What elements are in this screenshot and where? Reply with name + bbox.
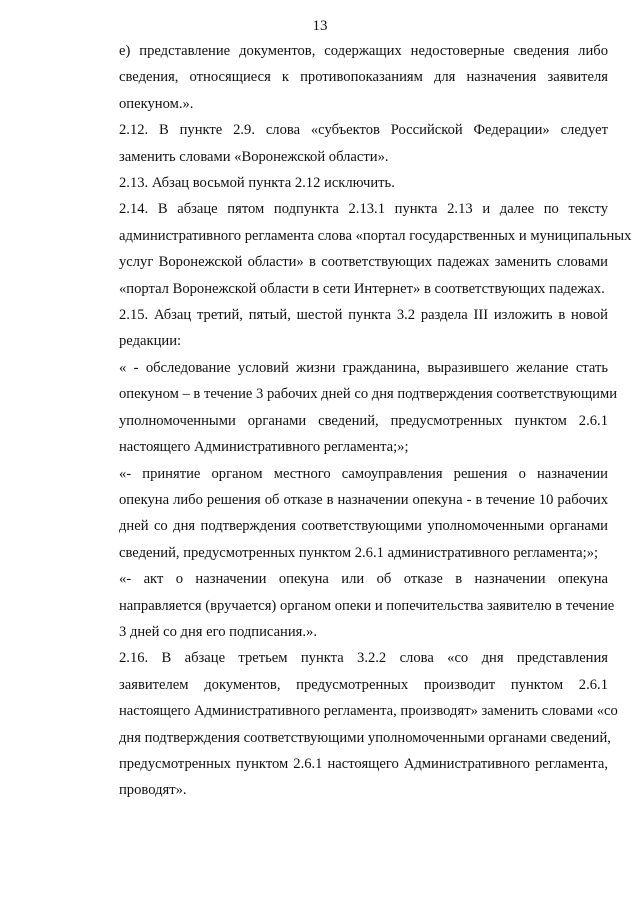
paragraph-2-15 [88,302,608,355]
paragraph-2-13 [88,170,608,196]
text-line: редакции: [119,333,182,350]
text-line: опекуном.». [119,95,194,112]
text-line: 3 дней со дня его подписания.». [119,623,317,640]
text-line: уполномоченными органами сведений, предусмотренных пунктом 2.6.1 [119,412,608,429]
text-line: настоящего Административного регламента;»; [119,439,409,456]
paragraph-item-e [88,38,608,117]
text-line: «- принятие органом местного самоуправления решения о назначении [119,465,608,482]
text-line: административного регламента слова «портал государственных и муниципальных [119,227,632,244]
text-line: услуг Воронежской области» в соответствующих падежах заменить словами [119,254,608,271]
text-line: 2.16. В абзаце третьем пункта 3.2.2 слова «со дня представления [119,650,608,667]
paragraph-2-12 [88,117,608,170]
text-line: е) представление документов, содержащих недостоверные сведения либо [119,43,608,59]
quoted-paragraph-decision [88,461,608,567]
text-line: «портал Воронежской области в сети Интернет» в соответствующих падежах. [119,280,605,297]
quoted-paragraph-inspection [88,355,618,461]
document-body [88,38,632,804]
text-line: предусмотренных пунктом 2.6.1 настоящего Административного регламента, [119,755,608,772]
text-line: 2.12. В пункте 2.9. слова «субъектов Российской Федерации» следует [119,122,608,139]
text-line: «- акт о назначении опекуна или об отказе в назначении опекуна [119,571,608,588]
text-line: опекуна либо решения об отказе в назначении опекуна - в течение 10 рабочих [119,491,608,508]
quoted-paragraph-act [88,566,615,645]
text-line: заявителем документов, предусмотренных производит пунктом 2.6.1 [119,676,608,693]
text-line: дней со дня подтверждения соответствующими уполномоченными органами [119,518,608,535]
text-line: 2.13. Абзац восьмой пункта 2.12 исключить. [119,175,395,192]
text-line: дня подтверждения соответствующими уполномоченными органами сведений, [119,729,611,746]
text-line: заменить словами «Воронежской области». [119,148,389,165]
paragraph-2-16 [88,645,618,803]
page-number: 13 [312,18,328,34]
text-line: сведений, предусмотренных пунктом 2.6.1 административного регламента;»; [119,544,599,561]
text-line: сведения, относящиеся к противопоказаниям для назначения заявителя [119,69,608,86]
text-line: направляется (вручается) органом опеки и попечительства заявителю в течение [119,597,615,614]
text-line: 2.15. Абзац третий, пятый, шестой пункта 3.2 раздела III изложить в новой [119,307,608,324]
text-line: « - обследование условий жизни гражданина, выразившего желание стать [119,359,608,376]
paragraph-2-14 [88,196,632,302]
text-line: 2.14. В абзаце пятом подпункта 2.13.1 пункта 2.13 и далее по тексту [119,201,608,218]
text-line: настоящего Административного регламента, производят» заменить словами «со [119,703,618,720]
text-line: опекуном – в течение 3 рабочих дней со дня подтверждения соответствующими [119,386,618,403]
text-line: проводят». [119,782,187,799]
